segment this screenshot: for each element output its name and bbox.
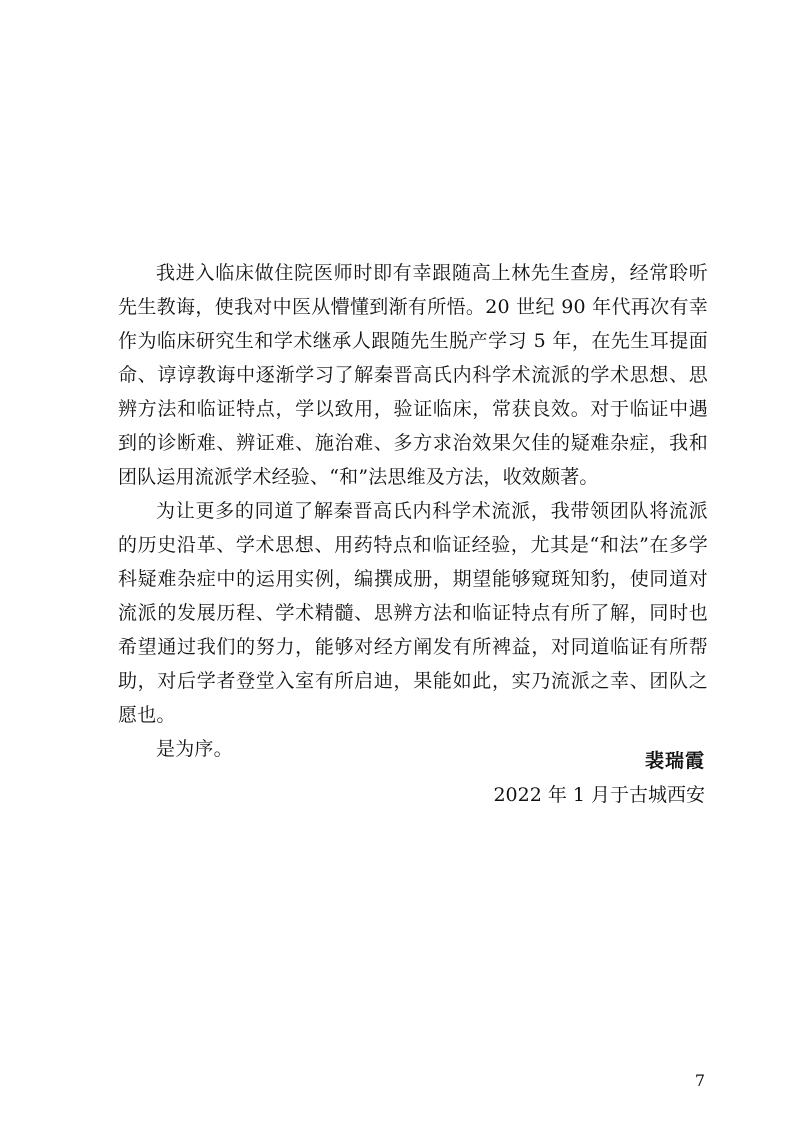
author-name: 裴瑞霞 [644, 750, 705, 772]
signature-block [493, 744, 705, 812]
paragraph-1: 我进入临床做住院医师时即有幸跟随高上林先生查房，经常聆听先生教诲，使我对中医从懵懂到渐有所悟。20 世纪 90 年代再次有幸作为临床研究生和学术继承人跟随先生脱产学习 5 年，在先生耳提面命、谆谆教诲中逐渐学习了解秦晋高氏内科学术流派的学术思想、思辨方法和临证特点，学以致用，验证临床，常获良效。对于临证中遇到的诊断难、辨证难、施治难、多方求治效果欠佳的疑难杂症，我和团队运用流派学术经验、“和”法思维及方法，收效颇著。 [118, 262, 708, 488]
date-place: 2022 年 1 月于古城西安 [493, 784, 705, 806]
preface-body [118, 256, 708, 766]
paragraph-3: 是为序。 [156, 738, 233, 760]
paragraph-2: 为让更多的同道了解秦晋高氏内科学术流派，我带领团队将流派的历史沿革、学术思想、用药特点和临证经验，尤其是“和法”在多学科疑难杂症中的运用实例，编撰成册，期望能够窥斑知豹，使同道对流派的发展历程、学术精髓、思辨方法和临证特点有所了解，同时也希望通过我们的努力，能够对经方阐发有所裨益，对同道临证有所帮助，对后学者登堂入室有所启迪，果能如此，实乃流派之幸、团队之愿也。 [118, 500, 708, 726]
page-number: 7 [694, 1071, 705, 1090]
